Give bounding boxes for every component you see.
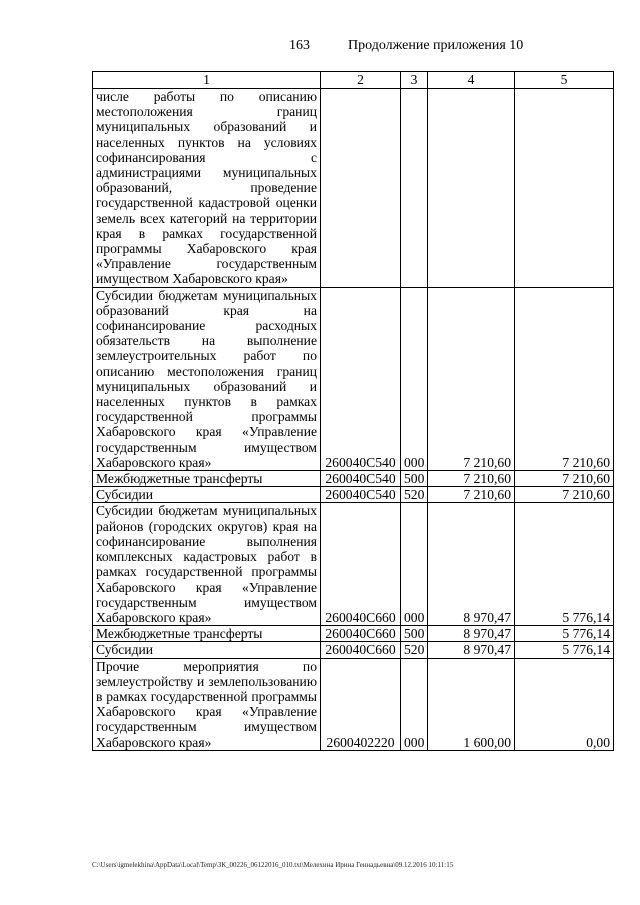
- column-header: 2: [321, 72, 401, 89]
- row-expense-type: 500: [401, 626, 428, 642]
- row-value-col5: 5 776,14: [515, 503, 614, 626]
- table-row: [93, 89, 614, 288]
- row-value-col4: 7 210,60: [428, 471, 515, 487]
- table-row: [93, 487, 614, 503]
- table-row: [93, 287, 614, 470]
- row-expense-type: 000: [401, 658, 428, 750]
- column-header: 5: [515, 72, 614, 89]
- row-value-col4: 1 600,00: [428, 658, 515, 750]
- table-row: [93, 471, 614, 487]
- row-description: Прочие мероприятия по землеустройству и землепользованию в рамках государственной программы Хабаровского края «Управление государственным имуществом Хабаровского края»: [93, 658, 321, 750]
- row-value-col4: 7 210,60: [428, 287, 515, 470]
- row-description: числе работы по описанию местоположения границ муниципальных образований и населенных пунктов на условиях софинансирования с администрациями муниципальных образований, проведение государственной кадастровой оценки земель всех категорий на территории края в рамках государственной программы Хабаровского края «Управление государственным имуществом Хабаровского края»: [93, 89, 321, 288]
- row-value-col5: 5 776,14: [515, 626, 614, 642]
- column-header: 1: [93, 72, 321, 89]
- row-code: 260040С540: [321, 487, 401, 503]
- row-value-col5: 7 210,60: [515, 287, 614, 470]
- row-value-col5: 5 776,14: [515, 642, 614, 658]
- page-number: 163: [289, 38, 310, 53]
- table-header-row: [93, 72, 614, 89]
- page-header-title: Продолжение приложения 10: [348, 38, 524, 53]
- row-value-col4: 7 210,60: [428, 487, 515, 503]
- row-description: Субсидии бюджетам муниципальных образований края на софинансирование расходных обязательств на выполнение землеустроительных работ по описанию местоположения границ муниципальных образований и населенных пунктов в рамках государственной программы Хабаровского края «Управление государственным имуществом Хабаровского края»: [93, 287, 321, 470]
- table-row: [93, 658, 614, 750]
- row-value-col4: 8 970,47: [428, 503, 515, 626]
- row-code: 260040С660: [321, 503, 401, 626]
- footer-file-path: C:\Users\igmelekhina\AppData\Local\Temp\ЗК_00226_06122016_010.txt\Мелехина Ирина Геннадьевна\09.12.2016 10:11:15: [92, 861, 454, 869]
- column-header: 3: [401, 72, 428, 89]
- row-code: 260040С660: [321, 642, 401, 658]
- row-value-col5: 0,00: [515, 658, 614, 750]
- row-description: Субсидии: [93, 487, 321, 503]
- table-row: [93, 626, 614, 642]
- row-value-col5: 7 210,60: [515, 471, 614, 487]
- row-expense-type: 520: [401, 642, 428, 658]
- row-expense-type: [401, 89, 428, 288]
- row-code: 2600402220: [321, 658, 401, 750]
- row-code: 260040С540: [321, 287, 401, 470]
- table-row: [93, 642, 614, 658]
- row-code: [321, 89, 401, 288]
- row-description: Субсидии бюджетам муниципальных районов (городских округов) края на софинансирование выполнения комплексных кадастровых работ в рамках государственной программы Хабаровского края «Управление государственным имуществом Хабаровского края»: [93, 503, 321, 626]
- row-code: 260040С540: [321, 471, 401, 487]
- row-value-col4: [428, 89, 515, 288]
- row-description: Межбюджетные трансферты: [93, 626, 321, 642]
- row-description: Субсидии: [93, 642, 321, 658]
- row-code: 260040С660: [321, 626, 401, 642]
- row-value-col5: [515, 89, 614, 288]
- row-expense-type: 500: [401, 471, 428, 487]
- budget-table: [92, 71, 614, 751]
- column-header: 4: [428, 72, 515, 89]
- table-row: [93, 503, 614, 626]
- row-value-col4: 8 970,47: [428, 642, 515, 658]
- row-expense-type: 000: [401, 287, 428, 470]
- row-description: Межбюджетные трансферты: [93, 471, 321, 487]
- row-value-col4: 8 970,47: [428, 626, 515, 642]
- row-expense-type: 520: [401, 487, 428, 503]
- row-value-col5: 7 210,60: [515, 487, 614, 503]
- row-expense-type: 000: [401, 503, 428, 626]
